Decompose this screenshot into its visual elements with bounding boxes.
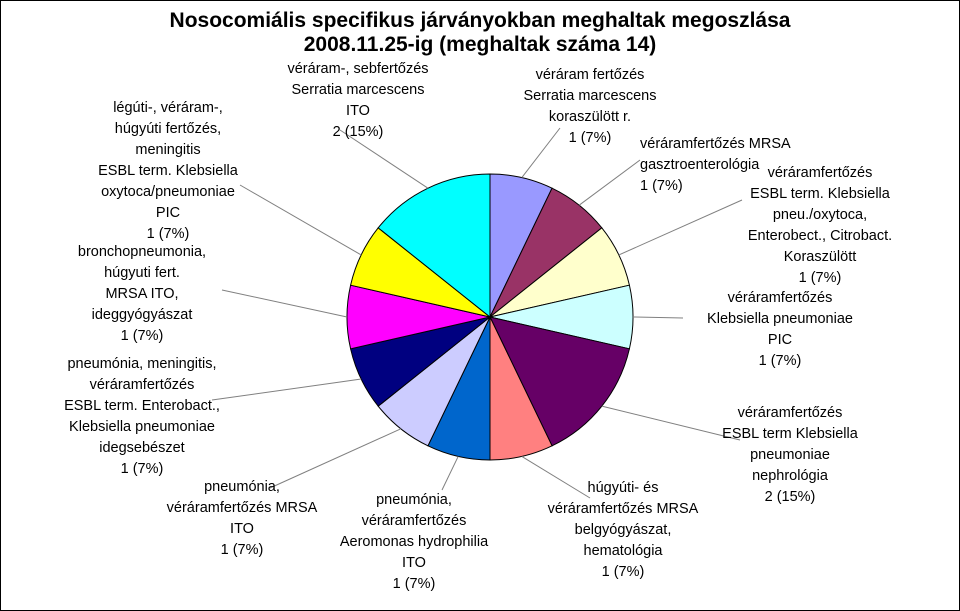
slice-label-line: Klebsiella pneumoniae <box>69 419 215 435</box>
slice-label-10 <box>78 244 206 344</box>
slice-label-line: ESBL term. Klebsiella <box>98 163 238 179</box>
slice-label-line: gasztroenterológia <box>640 157 760 173</box>
chart-subtitle: 2008.11.25-ig (meghaltak száma 14) <box>303 33 657 56</box>
slice-label-line: húgyuti fert. <box>104 265 180 281</box>
slice-label-line: Klebsiella pneumoniae <box>707 311 853 327</box>
leader-line-8 <box>270 429 401 488</box>
slice-label-1 <box>524 67 657 146</box>
leader-line-7 <box>442 456 458 490</box>
slice-label-line: 1 (7%) <box>120 461 164 477</box>
slice-label-3 <box>748 165 892 286</box>
slice-label-line: véráramfertőzés <box>767 165 873 181</box>
slice-label-line: 1 (7%) <box>568 130 612 146</box>
slice-label-7 <box>340 492 489 592</box>
leader-line-9 <box>212 379 361 400</box>
slice-label-line: Serratia marcescens <box>291 82 425 98</box>
slice-label-line: 1 (7%) <box>146 226 190 242</box>
slice-label-5 <box>722 405 859 505</box>
slice-label-line: 1 (7%) <box>798 270 842 286</box>
leader-line-11 <box>240 185 361 255</box>
leader-line-3 <box>619 200 742 255</box>
slice-label-8 <box>167 479 318 558</box>
slice-label-line: 1 (7%) <box>758 353 802 369</box>
slice-label-line: ideggyógyászat <box>91 307 193 323</box>
slice-label-line: véráramfertőzés MRSA <box>640 136 791 152</box>
slice-label-line: húgyúti fertőzés, <box>114 121 222 137</box>
slice-label-line: véráramfertőzés <box>737 405 843 421</box>
leader-line-2 <box>579 160 640 205</box>
slice-label-line: ESBL term Klebsiella <box>722 426 858 442</box>
slice-label-line: véráram-, sebfertőzés <box>287 61 429 77</box>
slice-label-line: meningitis <box>135 142 201 158</box>
slice-label-line: véráramfertőzés MRSA <box>166 500 318 516</box>
leader-line-6 <box>522 456 590 498</box>
leader-line-1 <box>522 128 560 178</box>
slice-label-line: légúti-, véráram-, <box>113 100 223 116</box>
slice-label-11 <box>98 100 239 242</box>
slice-label-line: PIC <box>155 205 181 221</box>
slice-label-line: nephrológia <box>752 468 828 484</box>
slice-label-line: ITO <box>230 521 254 537</box>
leader-line-5 <box>602 406 740 440</box>
slice-label-12 <box>287 61 428 140</box>
slice-label-line: véráramfertőzés <box>727 290 833 306</box>
slice-label-line: ITO <box>402 555 426 571</box>
slice-label-line: PIC <box>767 332 793 348</box>
slice-label-line: pneumónia, meningitis, <box>67 356 217 372</box>
slice-label-6 <box>548 480 699 580</box>
slice-label-line: Serratia marcescens <box>523 88 657 104</box>
slice-label-line: idegsebészet <box>99 440 185 456</box>
slice-label-line: Enterobect., Citrobact. <box>747 228 893 244</box>
slice-label-line: oxytoca/pneumoniae <box>101 184 235 200</box>
slice-label-line: koraszülött r. <box>548 109 632 125</box>
slice-label-line: 1 (7%) <box>640 178 683 194</box>
slice-label-line: húgyúti- és <box>587 480 659 496</box>
slice-label-line: bronchopneumonia, <box>77 244 207 260</box>
slice-label-line: 2 (15%) <box>332 124 384 140</box>
slice-label-line: Aeromonas hydrophilia <box>339 534 489 550</box>
slice-label-line: MRSA ITO, <box>105 286 179 302</box>
slice-label-line: ITO <box>346 103 370 119</box>
slice-label-line: belgyógyászat, <box>574 522 672 538</box>
slice-label-line: véráramfertőzés MRSA <box>547 501 699 517</box>
slice-label-line: pneu./oxytoca, <box>772 207 868 223</box>
slice-label-line: 1 (7%) <box>392 576 436 592</box>
slice-label-line: ESBL term. Klebsiella <box>750 186 890 202</box>
slice-label-4 <box>707 290 853 369</box>
slice-label-line: Koraszülött <box>783 249 857 265</box>
slice-label-line: véráramfertőzés <box>361 513 467 529</box>
slice-label-line: pneumónia, <box>376 492 452 508</box>
slice-label-line: ESBL term. Enterobact., <box>64 398 220 414</box>
slice-label-line: véráram fertőzés <box>535 67 645 83</box>
slice-label-9 <box>64 356 220 477</box>
slice-label-line: 1 (7%) <box>601 564 645 580</box>
slice-label-line: pneumónia, <box>204 479 280 495</box>
leader-line-10 <box>222 290 347 317</box>
slice-label-line: véráramfertőzés <box>89 377 195 393</box>
slice-label-line: pneumoniae <box>750 447 830 463</box>
slice-label-line: 2 (15%) <box>764 489 816 505</box>
chart-title-line-1: Nosocomiális specifikus járványokban meghaltak megoszlása <box>169 9 791 32</box>
slice-label-line: 1 (7%) <box>120 328 164 344</box>
leader-line-4 <box>633 317 683 318</box>
slice-label-line: hematológia <box>583 543 663 559</box>
slice-label-line: 1 (7%) <box>220 542 264 558</box>
